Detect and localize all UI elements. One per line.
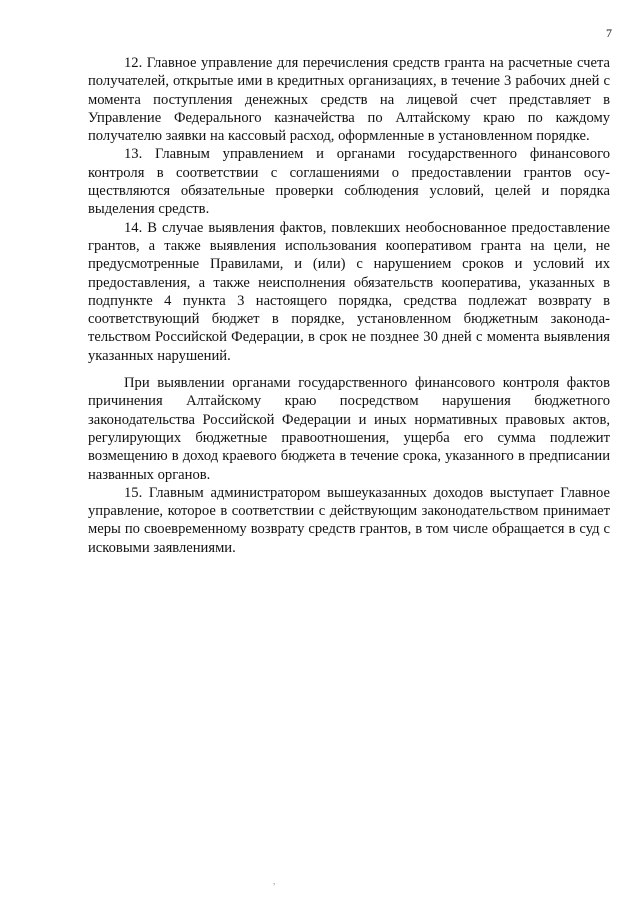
paragraph-15: 15. Главным администратором вышеуказанных доходов выступает Главное управление, которое в соответствии с действующим законодательством принимает меры по своевременному возврату средств грантов, в том числе обращается в суд с исковыми заявлениями. <box>88 484 610 556</box>
page-number: 7 <box>606 26 612 40</box>
paragraph-12: 12. Главное управление для перечисления средств гранта на расчетные счета получателей, открытые ими в кредитных организациях, в течение 3 рабочих дней с момента поступления денежных средств на лицевой счет представляет в Управление Федерального казначейства по Алтайскому краю по каждому получателю заявки на кассовый расход, оформленные в установленном порядке. <box>88 55 610 145</box>
footer-mark: , <box>273 876 276 886</box>
paragraph-control-bodies: При выявлении органами государственного финансового контроля фактов причинения Алтайскому краю посредством нарушения бюджетного законодательства Российской Федерации и иных нормативных правовых актов, регулирующих бюджетные правоотношения, ущерба его сумма подлежит возмещению в доход краевого бюджета в течение срока, указанного в предписании названных органов. <box>88 375 610 483</box>
paragraph-14: 14. В случае выявления фактов, повлекших необоснованное предоставление грантов, а также выявления использования кооперативом гранта на цели, не предусмотренные Правилами, и (или) с нарушением сроков и условий их предоставления, а также неисполнения обязательств кооператива, указанных в подпункте 4 пункта 3 настоящего порядка, средства подлежат возврату в соответствующий бюджет в порядке, установленном бюджетным законодательством Российской Федерации, в срок не позднее 30 дней с момента выявления указанных нарушений. <box>88 219 610 364</box>
paragraph-13: 13. Главным управлением и органами государственного финансового контроля в соответствии с соглашениями о предоставлении грантов осуществляются обязательные проверки соблюдения условий, целей и порядка выделения средств. <box>88 146 610 218</box>
document-body <box>88 54 610 557</box>
